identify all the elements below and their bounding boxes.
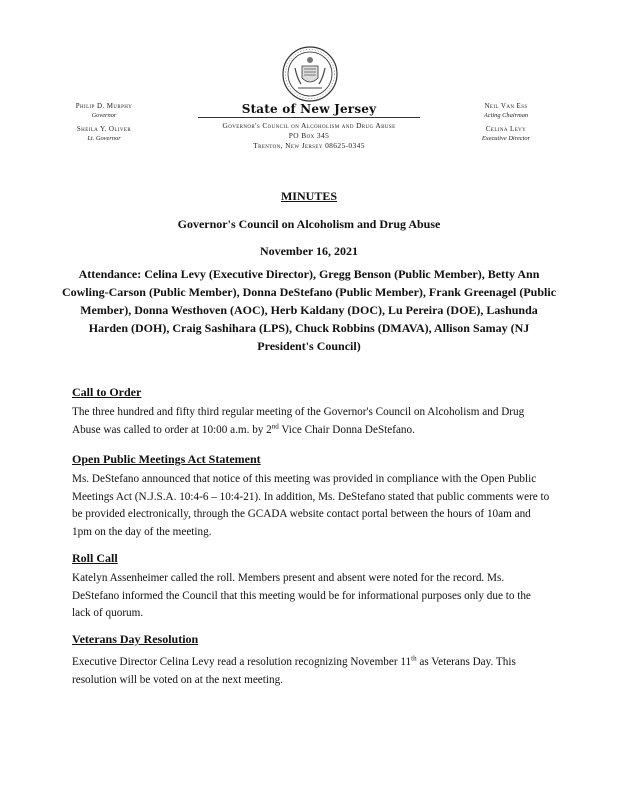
veterans-day-text: Executive Director Celina Levy read a resolution recognizing November 11th as Veterans Day. This resolution will be voted on at the next meeting. <box>72 654 516 686</box>
executive-director-name: Celina Levy <box>485 125 527 133</box>
governor-block <box>54 102 154 120</box>
letterhead-rule <box>198 117 420 118</box>
call-to-order-heading: Call to Order <box>72 385 142 399</box>
governor-title: Governor <box>91 112 117 119</box>
state-title: State of New Jersey <box>241 102 377 116</box>
lt-governor-block <box>54 125 154 143</box>
state-seal-icon <box>282 46 338 102</box>
call-to-order-text: The three hundred and fifty third regular meeting of the Governor's Council on Alcoholism and Drug Abuse was called to order at 10:00 a.m. by 2nd Vice Chair Donna DeStefano. <box>72 406 525 436</box>
letterhead-po-box: PO Box 345 <box>288 131 330 140</box>
council-title: Governor's Council on Alcoholism and Drug Abuse <box>177 217 441 231</box>
meeting-date: November 16, 2021 <box>259 244 359 258</box>
chairman-title: Acting Chairman <box>483 112 529 119</box>
letterhead-council: Governor's Council on Alcoholism and Drug Abuse <box>222 121 396 130</box>
executive-director-block <box>456 125 556 143</box>
opma-text: Ms. DeStefano announced that notice of this meeting was provided in compliance with the Open Public Meetings Act (N.J.S.A. 10:4-6 – 10:4-21). In addition, Ms. DeStefano stated that public comments were to be provided electronically, through the GCADA website contact portal between the hours of 10am and 1pm on the day of the meeting. <box>72 473 550 538</box>
roll-call-text: Katelyn Assenheimer called the roll. Members present and absent were noted for the record. Ms. DeStefano informed the Council that this meeting would be for informational purposes only due to the lack of quorum. <box>72 572 531 619</box>
minutes-title: MINUTES <box>280 189 337 203</box>
veterans-day-heading: Veterans Day Resolution <box>72 632 199 646</box>
roll-call-heading: Roll Call <box>72 551 118 565</box>
opma-heading: Open Public Meetings Act Statement <box>72 452 261 466</box>
chairman-name: Neil Van Ess <box>484 102 528 110</box>
chairman-block <box>456 102 556 120</box>
lt-governor-name: Sheila Y. Oliver <box>76 125 132 133</box>
executive-director-title: Executive Director <box>481 135 531 142</box>
lt-governor-title: Lt. Governor <box>87 135 121 142</box>
letterhead-city: Trenton, New Jersey 08625-0345 <box>253 141 365 150</box>
attendance-list: Attendance: Celina Levy (Executive Director), Gregg Benson (Public Member), Betty Ann Cowling-Carson (Public Member), Donna DeStefano (Public Member), Frank Greenagel (Public Member), Donna Westhoven (AOC), Herb Kaldany (DOC), Lu Pereira (DOE), Lashunda Harden (DOH), Craig Sashihara (LPS), Chuck Robbins (DMAVA), Allison Samay (NJ President's Council) <box>61 267 557 353</box>
governor-name: Philip D. Murphy <box>75 102 133 110</box>
